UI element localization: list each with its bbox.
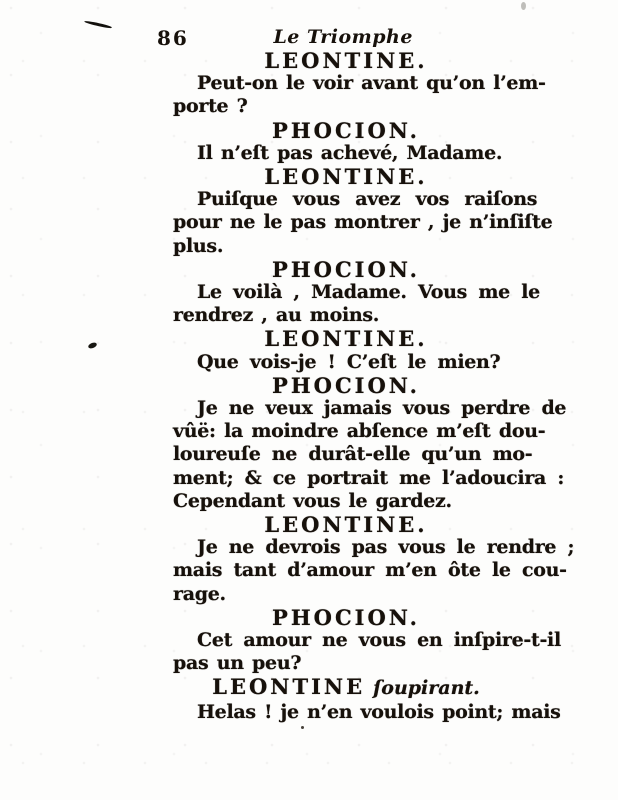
dialogue-line: Je ne veux jamais vous perdre de — [197, 397, 567, 420]
stage-direction: ſoupirant. — [373, 677, 480, 700]
page-header — [157, 26, 519, 50]
ink-speck — [87, 341, 97, 349]
speaker-heading: PHOCION. — [272, 117, 420, 143]
dialogue-line: Le voilà , Madame. Vous me le — [197, 281, 540, 304]
dialogue-line: mais tant d’amour m’en ôte le cou- — [173, 559, 567, 582]
speaker-heading: LEONTINE. — [264, 512, 428, 538]
dialogue-line: Cet amour ne vous en inſpire-t-il — [197, 629, 561, 652]
dialogue-line: rage. — [173, 582, 226, 605]
dialogue-line: Cependant vous le gardez. — [173, 489, 452, 512]
text-column — [157, 26, 575, 724]
ink-stroke-artifact — [84, 20, 112, 29]
running-title: Le Triomphe — [273, 26, 413, 48]
ink-dot — [301, 726, 304, 729]
speaker-heading-with-direction — [173, 675, 519, 700]
scan-corner-smudge — [521, 2, 526, 10]
dialogue-line: Que vois-je ! C’eſt le mien? — [197, 350, 501, 373]
dialogue-line: pour ne le pas montrer , je n’inſiſte — [173, 211, 553, 234]
dialogue-line: vûë: la moindre abſence m’eſt dou- — [173, 420, 546, 443]
dialogue-line: loureuſe ne durât-elle qu’un mo- — [173, 443, 533, 466]
dialogue-line: pas un peu? — [173, 652, 302, 675]
page-number: 86 — [157, 26, 189, 50]
dialogue-line: rendrez , au moins. — [173, 304, 380, 327]
speaker-heading: LEONTINE. — [264, 48, 428, 73]
dialogue-line: Puiſque vous avez vos raiſons — [197, 188, 538, 211]
speaker-heading: PHOCION. — [272, 604, 420, 630]
speaker-heading: PHOCION. — [272, 372, 420, 398]
dialogue-line: Je ne devrois pas vous le rendre ; — [197, 536, 575, 559]
speaker-name: LEONTINE — [212, 674, 366, 700]
speaker-heading: PHOCION. — [272, 256, 420, 282]
speaker-heading: LEONTINE. — [264, 164, 428, 190]
dialogue-line: plus. — [173, 234, 224, 257]
dialogue-line: porte ? — [173, 95, 248, 118]
dialogue-line: Peut-on le voir avant qu’on l’em- — [197, 72, 546, 95]
dialogue-line: ment; & ce portrait me l’adoucira : — [173, 466, 565, 489]
speaker-heading: LEONTINE. — [264, 326, 428, 352]
dialogue-line: Il n’eſt pas achevé, Madame. — [197, 141, 503, 164]
dialogue-line: Helas ! je n’en voulois point; mais — [197, 700, 561, 723]
